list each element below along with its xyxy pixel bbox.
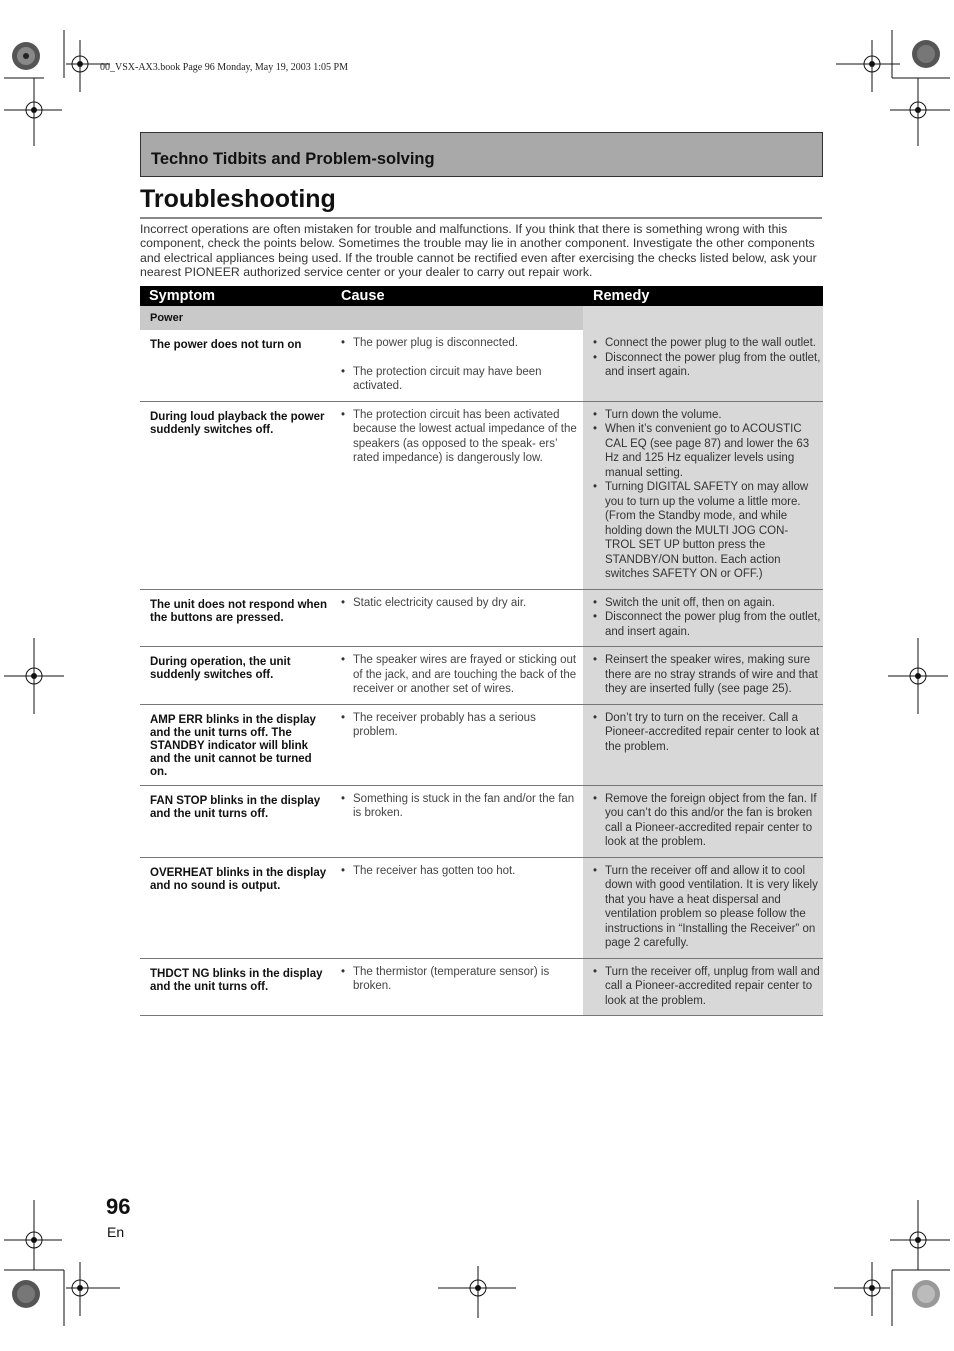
crop-mark-top-left [0, 0, 110, 150]
table-row [140, 330, 823, 401]
section-title: Techno Tidbits and Problem-solving [151, 150, 435, 168]
remedy-item: • Reinsert the speaker wires, making sure there are no stray strands of wire and that they are inserted fully (see page 25). [583, 653, 821, 697]
remedy-cell [583, 785, 823, 857]
symptom-cell: The unit does not respond when the buttons are pressed. [140, 589, 337, 647]
remedy-item: • Turning DIGITAL SAFETY on may allow you to turn up the volume a little more. (From the Standby mode, and while holding down the MULTI JOG CON- TROL SET UP button press the STANDBY/ON button. Each action switches SAFETY ON or OFF.) [583, 480, 821, 582]
crop-mark-mid-right [884, 634, 954, 718]
troubleshooting-table [140, 286, 823, 1016]
remedy-cell [583, 958, 823, 1016]
cause-cell [337, 958, 583, 1016]
header-cause: Cause [337, 286, 583, 306]
remedy-list [583, 408, 823, 582]
crop-mark-mid-left [0, 634, 70, 718]
cause-list [337, 336, 583, 394]
symptom-cell: THDCT NG blinks in the display and the unit turns off. [140, 958, 337, 1016]
page-number: 96 [106, 1194, 131, 1219]
table-row [140, 958, 823, 1016]
crop-mark-bottom-center [436, 1262, 520, 1322]
remedy-item: • Connect the power plug to the wall outlet. [583, 336, 821, 351]
table-header-row [140, 286, 823, 306]
remedy-cell [583, 857, 823, 958]
remedy-item: • Disconnect the power plug from the outlet, and insert again. [583, 351, 821, 380]
cause-list [337, 408, 583, 466]
page-title: Troubleshooting [140, 183, 822, 219]
table-row [140, 857, 823, 958]
remedy-item: • When it’s convenient go to ACOUSTIC CAL EQ (see page 87) and lower the 63 Hz and 125 Hz equalizer levels using manual setting. [583, 422, 821, 480]
file-info: 00_VSX-AX3.book Page 96 Monday, May 19, 2003 1:05 PM [100, 62, 348, 73]
cause-cell [337, 647, 583, 705]
intro-paragraph: Incorrect operations are often mistaken for trouble and malfunctions. If you think that there is something wrong with this component, check the points below. Sometimes the trouble may lie in another component. Investigate the other components and electrical appliances being used. If the trouble cannot be rectified even after exercising the checks listed below, ask your nearest PIONEER authorized service center or your dealer to carry out repair work. [140, 222, 817, 279]
remedy-list [583, 336, 823, 380]
table-row [140, 589, 823, 647]
remedy-item: • Don’t try to turn on the receiver. Call a Pioneer-accredited repair center to look at the problem. [583, 711, 821, 755]
symptom-cell: During operation, the unit suddenly switches off. [140, 647, 337, 705]
cause-item: • The protection circuit has been activated because the lowest actual impedance of the speakers (as opposed to the speak- ers’ rated impedance) is dangerously low. [337, 408, 579, 466]
section-banner [140, 132, 823, 177]
remedy-item: • Turn the receiver off, unplug from wall and call a Pioneer-accredited repair center to look at the problem. [583, 965, 821, 1009]
cause-item: • The speaker wires are frayed or sticking out of the jack, and are touching the back of the receiver or another set of wires. [337, 653, 579, 697]
remedy-list [583, 596, 823, 640]
remedy-item: • Turn down the volume. [583, 408, 821, 423]
remedy-cell [583, 401, 823, 589]
remedy-list [583, 711, 823, 755]
table-row [140, 704, 823, 785]
cause-list [337, 596, 583, 611]
cause-list [337, 864, 583, 879]
crop-mark-top-right [830, 0, 954, 150]
cause-list [337, 653, 583, 697]
symptom-cell: OVERHEAT blinks in the display and no sound is output. [140, 857, 337, 958]
symptom-cell: FAN STOP blinks in the display and the unit turns off. [140, 785, 337, 857]
symptom-cell: AMP ERR blinks in the display and the unit turns off. The STANDBY indicator will blink and the unit cannot be turned on. [140, 704, 337, 785]
cause-item: • The power plug is disconnected. [337, 336, 579, 351]
remedy-cell [583, 589, 823, 647]
cause-item: • Static electricity caused by dry air. [337, 596, 579, 611]
cause-cell [337, 785, 583, 857]
page-language: En [107, 1224, 125, 1240]
remedy-item: • Remove the foreign object from the fan. If you can’t do this and/or the fan is broken call a Pioneer-accredited repair center to look at the problem. [583, 792, 821, 850]
category-remedy-cell [583, 306, 823, 330]
symptom-cell: During loud playback the power suddenly switches off. [140, 401, 337, 589]
cause-item: • The receiver probably has a serious problem. [337, 711, 579, 740]
crop-mark-bottom-right [830, 1196, 954, 1351]
cause-cell [337, 330, 583, 401]
header-symptom: Symptom [140, 286, 337, 306]
remedy-list [583, 864, 823, 951]
cause-cell [337, 589, 583, 647]
category-power: Power [140, 306, 583, 330]
cause-list [337, 792, 583, 821]
remedy-cell [583, 704, 823, 785]
cause-cell [337, 401, 583, 589]
cause-item: • Something is stuck in the fan and/or the fan is broken. [337, 792, 579, 821]
remedy-item: • Turn the receiver off and allow it to cool down with good ventilation. It is very likely that you have a heat dispersal and ventilation problem so please follow the instructions in “Installing the Receiver” on page 2 carefully. [583, 864, 821, 951]
cause-list [337, 711, 583, 740]
cause-list [337, 965, 583, 994]
remedy-item: • Disconnect the power plug from the outlet, and insert again. [583, 610, 821, 639]
remedy-list [583, 653, 823, 697]
header-remedy: Remedy [583, 286, 823, 306]
table-row [140, 647, 823, 705]
cause-item: • The receiver has gotten too hot. [337, 864, 579, 879]
cause-cell [337, 704, 583, 785]
cause-cell [337, 857, 583, 958]
remedy-list [583, 965, 823, 1009]
cause-item: • The thermistor (temperature sensor) is broken. [337, 965, 579, 994]
remedy-list [583, 792, 823, 850]
table-row [140, 785, 823, 857]
category-row [140, 306, 823, 330]
remedy-item: • Switch the unit off, then on again. [583, 596, 821, 611]
symptom-cell: The power does not turn on [140, 330, 337, 401]
remedy-cell [583, 330, 823, 401]
table-row [140, 401, 823, 589]
cause-item: • The protection circuit may have been activated. [337, 365, 579, 394]
remedy-cell [583, 647, 823, 705]
